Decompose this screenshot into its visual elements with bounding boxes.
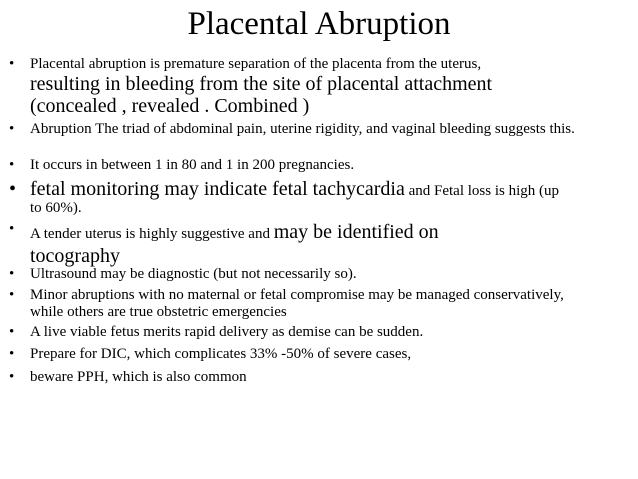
bullet-icon: •: [9, 266, 15, 282]
bullet-icon: •: [9, 157, 15, 173]
bullet-icon: •: [9, 121, 15, 137]
item-text: beware PPH, which is also common: [30, 369, 247, 385]
item-text: Ultrasound may be diagnostic (but not necessarily so).: [30, 266, 357, 282]
item-text: Minor abruptions with no maternal or fetal compromise may be managed conservatively, while others are true obstetric emergencies: [30, 287, 564, 320]
item-text-large: (concealed , revealed . Combined ): [30, 95, 310, 117]
slide-title: Placental Abruption: [187, 6, 451, 42]
bullet-icon: •: [9, 324, 15, 340]
item-text: Placental abruption is premature separation of the placenta from the uterus,: [30, 56, 482, 72]
bullet-icon: •: [9, 346, 15, 362]
bullet-icon: •: [9, 178, 17, 200]
bullet-icon: •: [9, 221, 15, 237]
item-text: A live viable fetus merits rapid delivery as demise can be sudden.: [30, 324, 424, 340]
bullet-icon: •: [9, 56, 15, 72]
item-text-large: resulting in bleeding from the site of placental attachment: [30, 73, 493, 95]
item-text-large: fetal monitoring may indicate fetal tachycardia: [30, 178, 405, 200]
item-text: Prepare for DIC, which complicates 33% -50% of severe cases,: [30, 346, 412, 362]
bullet-icon: •: [9, 287, 15, 303]
item-text-large: may be identified on tocography: [30, 221, 439, 267]
item-text: and Fetal loss is high (up to 60%).: [30, 183, 560, 216]
item-text: It occurs in between 1 in 80 and 1 in 200 pregnancies.: [30, 157, 355, 173]
item-text: Abruption The triad of abdominal pain, uterine rigidity, and vaginal bleeding suggests this.: [30, 121, 575, 137]
bullet-icon: •: [9, 369, 15, 385]
item-text: A tender uterus is highly suggestive and: [30, 226, 274, 242]
